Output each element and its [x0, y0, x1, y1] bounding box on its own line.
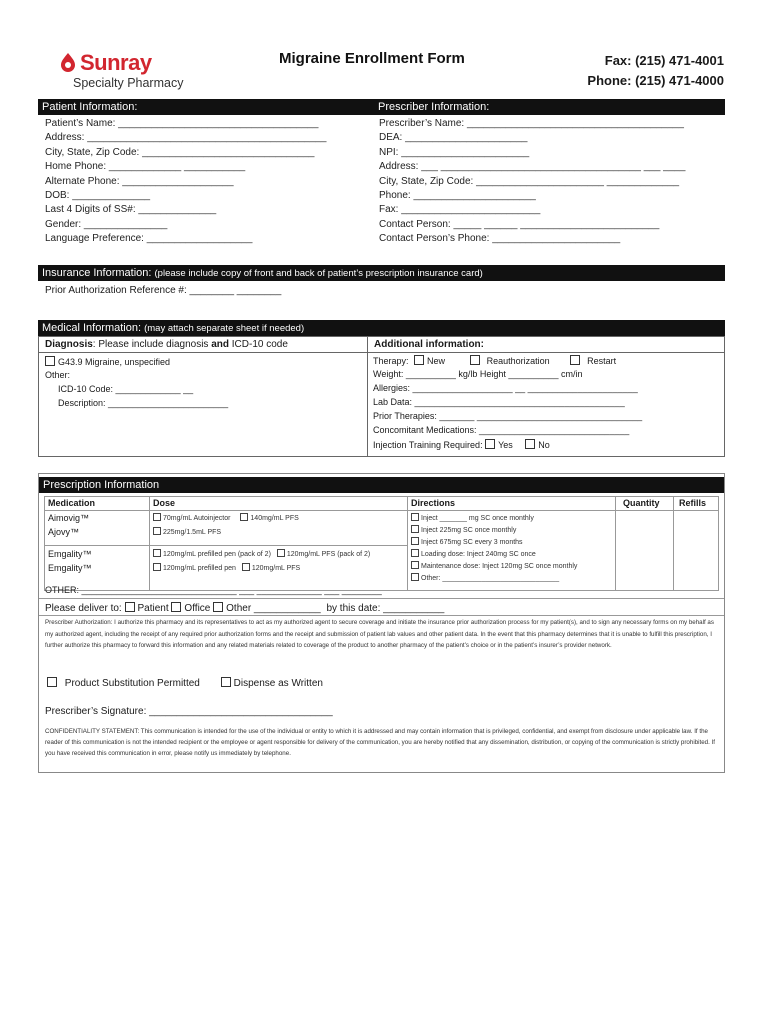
- col-medication: Medication: [48, 498, 96, 508]
- med-aimovig: Aimovig™: [48, 513, 90, 523]
- patient-language-field[interactable]: Language Preference: ___________________: [45, 233, 253, 245]
- injection-training-row: [373, 439, 550, 450]
- therapy-restart-label: Restart: [587, 356, 617, 366]
- dose-140mg-label: 140mg/mL PFS: [250, 515, 299, 522]
- col-quantity: Quantity: [623, 498, 660, 508]
- direction-2[interactable]: [411, 525, 577, 537]
- diagnosis-bold: Diagnosis: [45, 339, 93, 350]
- col-refills: Refills: [679, 498, 707, 508]
- prescription-section: [38, 473, 725, 773]
- substitution-row: [47, 677, 323, 689]
- patient-info-fields: [45, 117, 365, 247]
- dose-row-ajovy: [153, 527, 221, 537]
- direction-5-label: Maintenance dose: Inject 120mg SC once monthly: [421, 563, 578, 570]
- brand-name: Sunray: [80, 50, 152, 75]
- direction-3-checkbox[interactable]: [411, 537, 419, 545]
- dispense-checkbox[interactable]: [221, 677, 231, 687]
- dose-225mg-checkbox[interactable]: [153, 527, 161, 535]
- fax-number: Fax: (215) 471-4001: [604, 53, 724, 68]
- insurance-heading: Insurance Information:: [42, 267, 152, 279]
- contact-block: [587, 51, 724, 91]
- prescription-heading: Prescription Information: [43, 479, 160, 491]
- col-dose: Dose: [153, 498, 176, 508]
- therapy-label: Therapy:: [373, 356, 409, 366]
- prescription-table: [44, 496, 719, 591]
- dispense-label: Dispense as Written: [233, 678, 323, 689]
- direction-1-label: Inject _______ mg SC once monthly: [421, 515, 534, 522]
- prior-therapies-field[interactable]: Prior Therapies: _______ _________________________________: [373, 411, 643, 421]
- lab-data-field[interactable]: Lab Data: __________________________________________: [373, 397, 625, 407]
- direction-4[interactable]: [411, 549, 577, 561]
- deliver-office-label: Office: [184, 603, 211, 614]
- patient-alt-phone-field[interactable]: Alternate Phone: ____________________: [45, 175, 234, 187]
- patient-gender-field[interactable]: Gender: _______________: [45, 218, 168, 230]
- dose-row-aimovig: [153, 513, 299, 523]
- phone-number: Phone: (215) 471-4000: [587, 73, 724, 88]
- form-title: Migraine Enrollment Form: [279, 50, 465, 67]
- direction-2-label: Inject 225mg SC once monthly: [421, 527, 517, 534]
- dose-120pen-label: 120mg/mL prefilled pen: [163, 565, 236, 572]
- prescription-header-bar: [39, 477, 724, 493]
- deliver-rule-bottom: [39, 615, 724, 616]
- prescriber-fax-field[interactable]: Fax: _________________________: [379, 204, 541, 216]
- additional-rule: [367, 352, 724, 353]
- contact-phone-field[interactable]: Contact Person’s Phone: _______________________: [379, 233, 621, 245]
- deliver-row: [45, 602, 444, 614]
- med-emgality-1: Emgality™: [48, 549, 92, 559]
- deliver-label: Please deliver to:: [45, 603, 122, 614]
- prescriber-city-field[interactable]: City, State, Zip Code: _______________________ _____________: [379, 175, 680, 187]
- additional-info-title: Additional information:: [374, 339, 484, 350]
- sun-drop-icon: [58, 52, 78, 72]
- med-emgality-2: Emgality™: [48, 563, 92, 573]
- therapy-row: [373, 355, 616, 366]
- therapy-new-checkbox[interactable]: [414, 355, 424, 365]
- prescriber-info-heading: Prescriber Information:: [378, 101, 490, 113]
- therapy-reauth-label: Reauthorization: [486, 356, 550, 366]
- dose-140mg-checkbox[interactable]: [240, 513, 248, 521]
- medical-heading: Medical Information:: [42, 322, 142, 334]
- deliver-other-field[interactable]: Other ____________: [226, 603, 321, 614]
- substitution-checkbox[interactable]: [47, 677, 57, 687]
- direction-2-checkbox[interactable]: [411, 525, 419, 533]
- concomitant-meds-field[interactable]: Concomitant Medications: ______________________________: [373, 425, 630, 435]
- therapy-restart-checkbox[interactable]: [570, 355, 580, 365]
- header-rule: [45, 510, 718, 511]
- diagnosis-description-field[interactable]: Description: ________________________: [58, 398, 229, 408]
- dose-row-emgality-1: [153, 549, 370, 559]
- insurance-note: (please include copy of front and back of patient’s prescription insurance card): [154, 268, 483, 279]
- allergies-field[interactable]: Allergies: ____________________ __ ______________________: [373, 383, 638, 393]
- prescriber-authorization: Prescriber Authorization: I authorize this pharmacy and its representatives to act as my authorized agent to secure coverage and initiate the insurance prior authorization process for my patient(s), and to sign any necessary forms on my behalf as my authorized agent, including the receipt of any required prior authorization forms and the receipt and submission of patient lab values and other patient data. In the event that this pharmacy determines that it is unable to fulfill this prescription, I further authorize this pharmacy to forward this information and any related materials related to coverage of the product to another pharmacy of the patient’s choice or in the patient’s insurer’s provider network.: [45, 619, 714, 649]
- other-medication-field[interactable]: OTHER: _______________________________ ___ _____________ ___ ________: [45, 585, 382, 595]
- patient-address-field[interactable]: Address: ___________________________________________: [45, 132, 327, 144]
- injection-yes-label: Yes: [498, 440, 513, 450]
- dose-70mg-checkbox[interactable]: [153, 513, 161, 521]
- direction-6[interactable]: [411, 573, 577, 585]
- prescriber-name-field[interactable]: Prescriber’s Name: _______________________________________: [379, 118, 684, 129]
- prescriber-signature-field[interactable]: Prescriber’s Signature: _________________________________: [45, 706, 333, 717]
- prescriber-info-fields: [379, 117, 724, 247]
- dose-70mg-label: 70mg/mL Autoinjector: [163, 515, 231, 522]
- other-diagnosis-label: Other:: [45, 370, 71, 380]
- dose-120pfs-checkbox[interactable]: [242, 563, 250, 571]
- direction-4-checkbox[interactable]: [411, 549, 419, 557]
- g43-option[interactable]: [45, 356, 170, 367]
- dose-120pfs-pack-checkbox[interactable]: [277, 549, 285, 557]
- diagnosis-text: : Please include diagnosis: [92, 339, 212, 350]
- direction-4-label: Loading dose: Inject 240mg SC once: [421, 551, 536, 558]
- direction-3[interactable]: [411, 537, 577, 549]
- brand-subtitle: Specialty Pharmacy: [73, 76, 184, 90]
- patient-name-field[interactable]: Patient’s Name: ____________________________________: [45, 118, 319, 129]
- prescriber-address-field[interactable]: Address: ___ ____________________________________ ___ ____: [379, 161, 686, 173]
- deliver-rule-top: [39, 598, 724, 599]
- patient-ssn-field[interactable]: Last 4 Digits of SS#: ______________: [45, 204, 217, 216]
- prescriber-phone-field[interactable]: Phone: ______________________: [379, 190, 536, 202]
- patient-city-field[interactable]: City, State, Zip Code: _______________________________: [45, 146, 315, 158]
- patient-info-heading: Patient Information:: [42, 101, 138, 113]
- deliver-other-checkbox[interactable]: [213, 602, 223, 612]
- dose-120pen-pack-checkbox[interactable]: [153, 549, 161, 557]
- patient-home-phone-field[interactable]: Home Phone: _____________ ___________: [45, 161, 246, 173]
- therapy-reauth-checkbox[interactable]: [470, 355, 480, 365]
- g43-label: G43.9 Migraine, unspecified: [58, 357, 171, 367]
- direction-6-checkbox[interactable]: [411, 573, 419, 581]
- therapy-new-label: New: [427, 356, 446, 366]
- patient-dob-field[interactable]: DOB: ______________: [45, 190, 151, 202]
- diagnosis-label: [45, 339, 288, 350]
- deliver-office-checkbox[interactable]: [171, 602, 181, 612]
- dose-120pfs-pack-label: 120mg/mL PFS (pack of 2): [286, 551, 371, 558]
- dose-row-emgality-2: [153, 563, 300, 573]
- dose-120pfs-label: 120mg/mL PFS: [251, 565, 301, 572]
- substitution-label: Product Substitution Permitted: [64, 678, 200, 689]
- injection-training-label: Injection Training Required:: [373, 440, 483, 450]
- dose-225mg-label: 225mg/1.5mL PFS: [163, 529, 222, 536]
- diagnosis-and: and: [211, 339, 229, 350]
- g43-checkbox[interactable]: [45, 356, 55, 366]
- weight-height-field[interactable]: Weight: __________ kg/lb Height __________ cm/in: [373, 369, 583, 379]
- sunray-logo: [58, 50, 198, 94]
- injection-yes-checkbox[interactable]: [485, 439, 495, 449]
- dose-120pen-pack-label: 120mg/mL prefilled pen (pack of 2): [163, 551, 271, 558]
- injection-no-label: No: [538, 440, 550, 450]
- deliver-patient-checkbox[interactable]: [125, 602, 135, 612]
- injection-no-checkbox[interactable]: [525, 439, 535, 449]
- info-header-bar: [38, 99, 725, 115]
- col-directions: Directions: [411, 498, 456, 508]
- prescriber-dea-field[interactable]: DEA: ______________________: [379, 132, 528, 144]
- prior-auth-field[interactable]: Prior Authorization Reference #: ________ ________: [45, 285, 282, 296]
- contact-person-field[interactable]: Contact Person: _____ ______ _________________________: [379, 218, 660, 230]
- medical-divider: [367, 337, 368, 456]
- insurance-header-bar: [38, 265, 725, 281]
- prescriber-npi-field[interactable]: NPI: _______________________: [379, 146, 530, 158]
- directions-list: [411, 513, 577, 585]
- diagnosis-tail: ICD-10 code: [229, 339, 288, 350]
- direction-5-checkbox[interactable]: [411, 561, 419, 569]
- confidentiality-statement: CONFIDENTIALITY STATEMENT: This communication is intended for the use of the individual or entity to which it is addressed and may contain information that is privileged, confidential, and exempt from disclosure under applicable law. If the reader of this communication is not the intended recipient or the employee or agent responsible for delivery of the communication, you are hereby notified that any dissemination, distribution, or copying of the communication is strictly prohibited. If you have received this communication in error, please notify us immediately by telephone.: [45, 728, 715, 757]
- row-rule: [45, 545, 407, 546]
- medical-note: (may attach separate sheet if needed): [144, 323, 305, 334]
- direction-3-label: Inject 675mg SC every 3 months: [421, 539, 523, 546]
- direction-1[interactable]: [411, 513, 577, 525]
- direction-1-checkbox[interactable]: [411, 513, 419, 521]
- medical-header-bar: [38, 320, 725, 336]
- deliver-date-field[interactable]: by this date: ___________: [326, 603, 445, 614]
- direction-6-label: Other: ______________________________: [421, 575, 560, 582]
- direction-5[interactable]: [411, 561, 577, 573]
- medical-box: [38, 336, 725, 457]
- med-ajovy: Ajovy™: [48, 527, 80, 537]
- icd-code-field[interactable]: ICD-10 Code: _____________ __: [58, 384, 194, 394]
- diagnosis-rule: [39, 352, 367, 353]
- deliver-patient-label: Patient: [137, 603, 169, 614]
- dose-120pen-checkbox[interactable]: [153, 563, 161, 571]
